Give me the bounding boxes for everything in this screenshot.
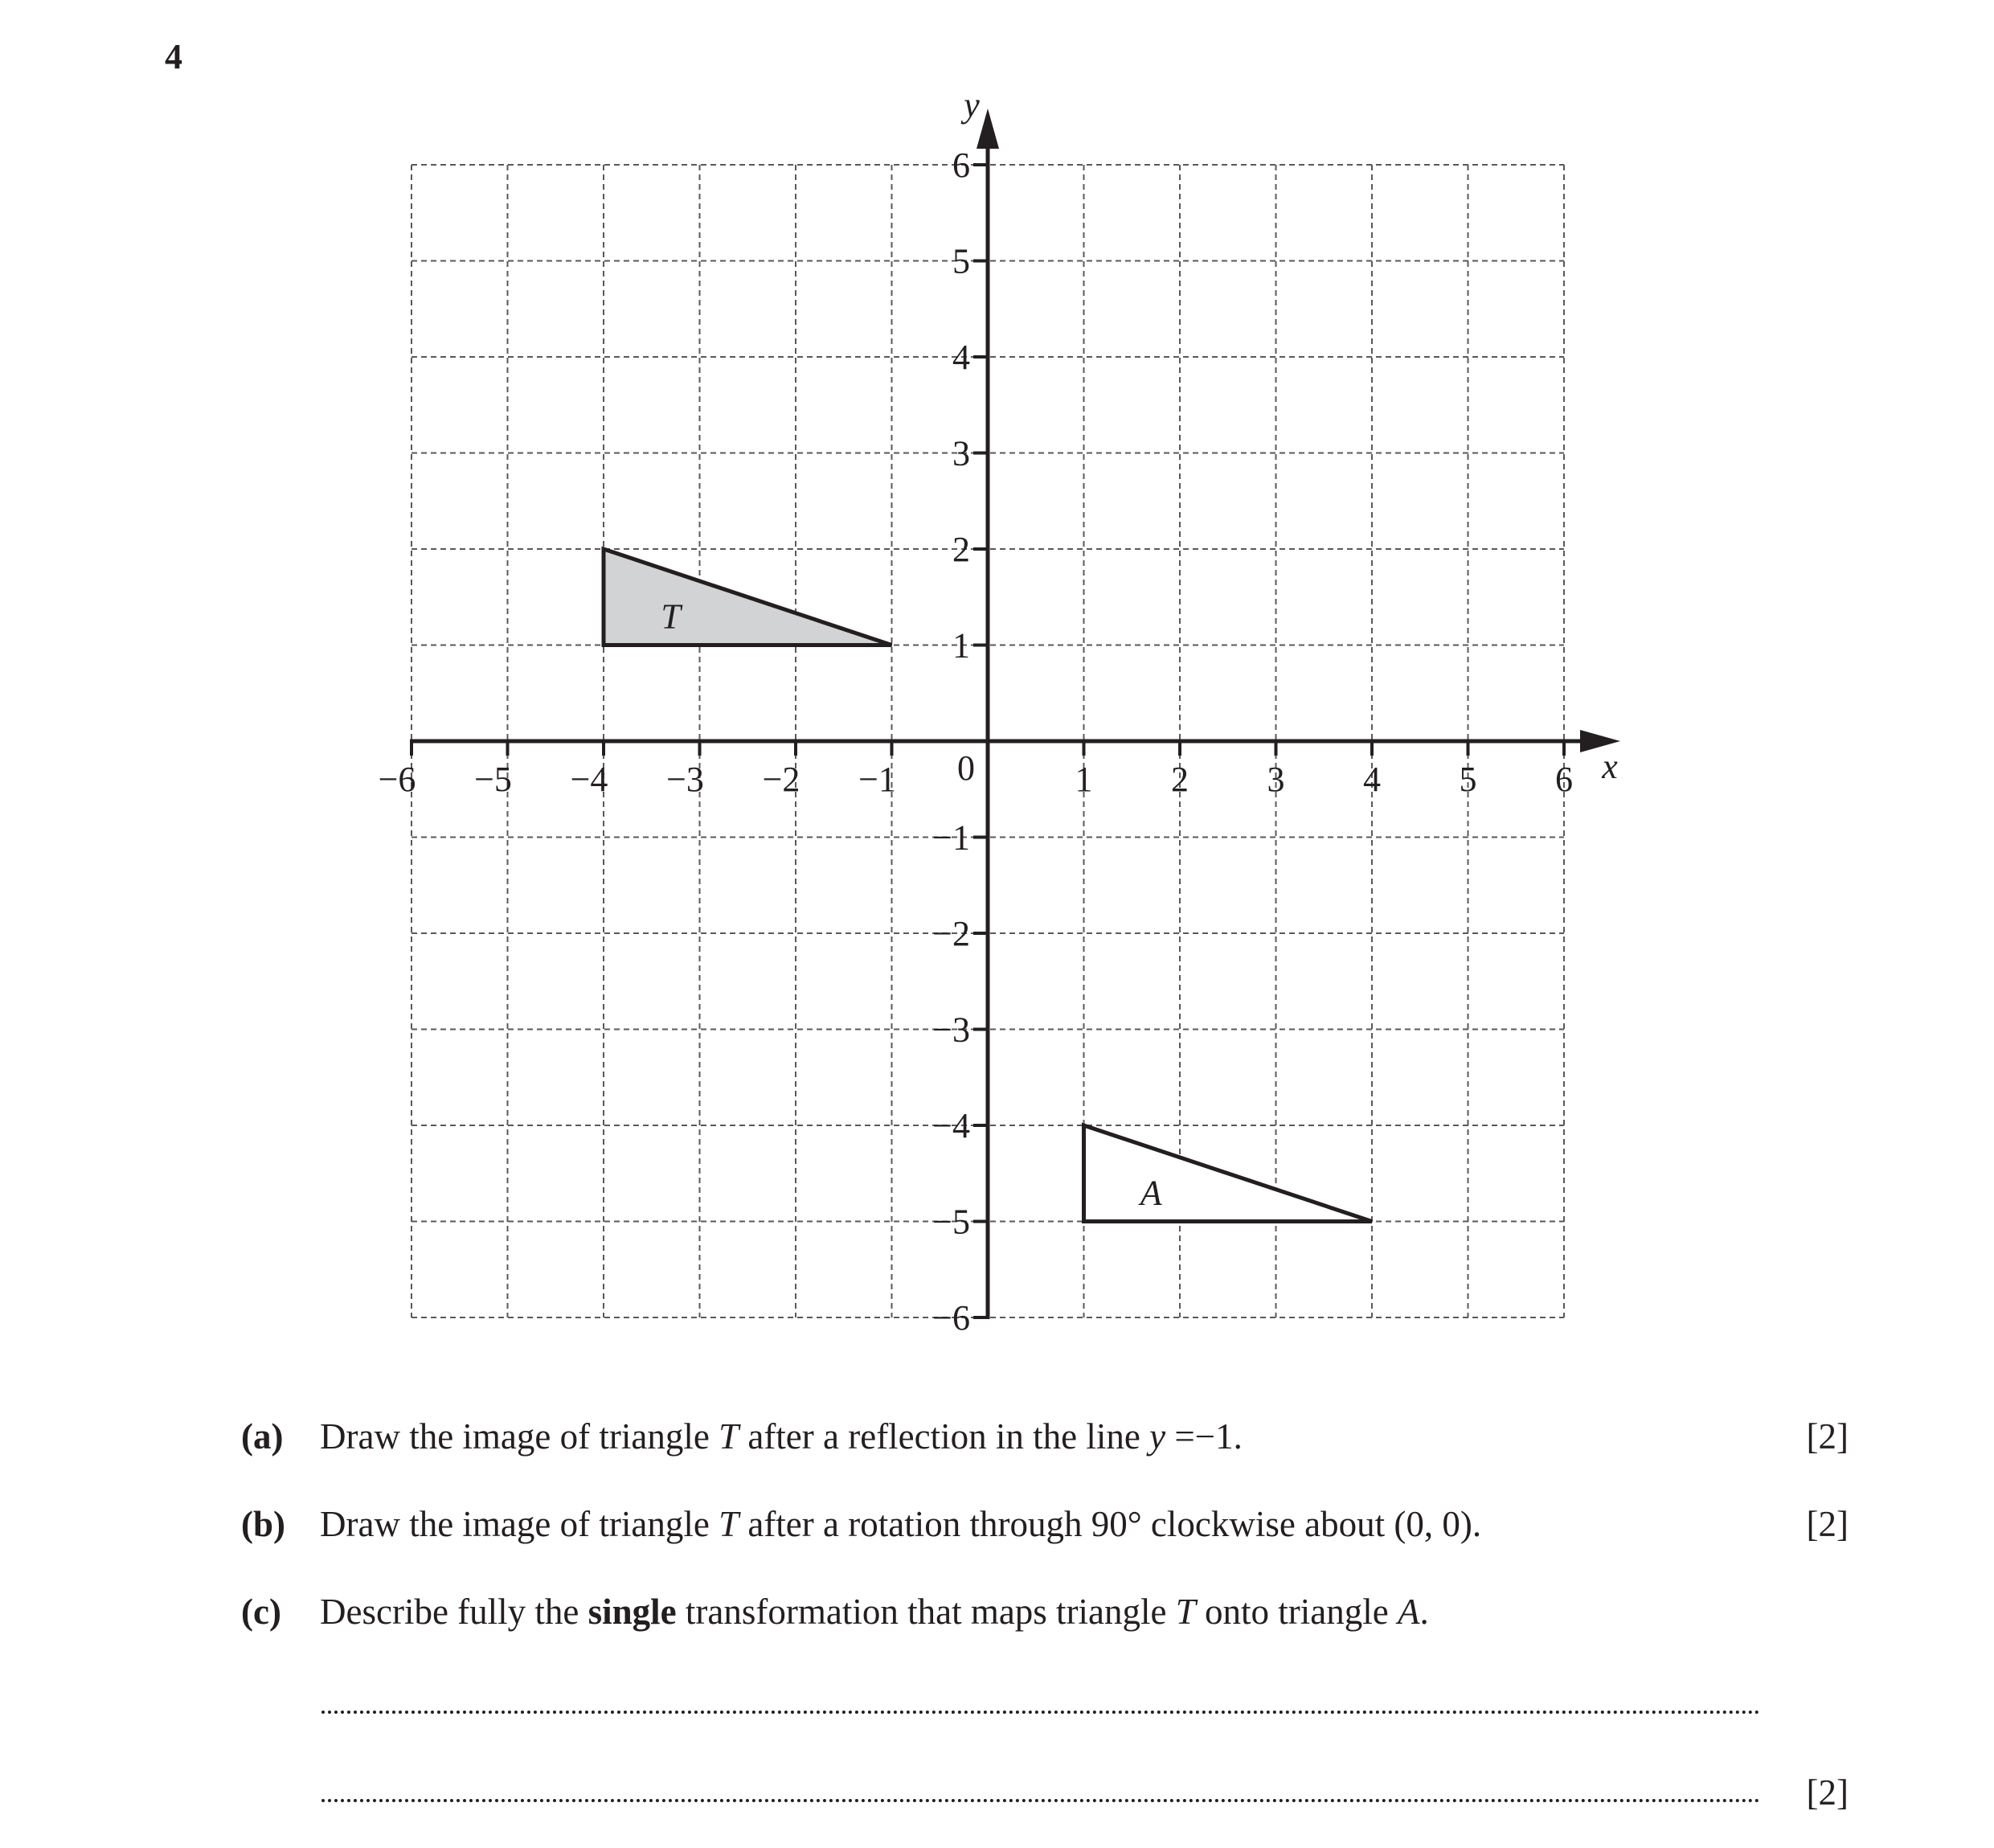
part-b-text bbox=[320, 1500, 1481, 1548]
y-tick-label: 5 bbox=[952, 241, 970, 281]
y-tick-label: −2 bbox=[932, 914, 970, 953]
part-c-marks: [2] bbox=[1806, 1772, 1849, 1813]
y-tick-label: 4 bbox=[952, 338, 970, 377]
y-tick-label: 1 bbox=[952, 625, 970, 666]
triangle-t bbox=[604, 549, 892, 645]
x-tick-label: −6 bbox=[378, 760, 416, 799]
y-tick-label: −1 bbox=[932, 817, 970, 858]
origin-label: 0 bbox=[957, 748, 975, 788]
part-a-text-3: =−1. bbox=[1165, 1416, 1243, 1457]
triangle-a bbox=[1084, 1125, 1373, 1222]
x-tick-label: 2 bbox=[1171, 760, 1189, 799]
x-tick-label: 3 bbox=[1267, 760, 1285, 799]
part-c-var-t: T bbox=[1175, 1592, 1196, 1632]
part-a-text-2: after a reflection in the line bbox=[739, 1416, 1150, 1457]
y-tick-label: −5 bbox=[932, 1202, 970, 1242]
x-tick-label: 5 bbox=[1459, 760, 1477, 799]
x-tick-label: −5 bbox=[474, 760, 512, 799]
y-axis-arrow bbox=[977, 109, 999, 149]
part-a-text-1: Draw the image of triangle bbox=[320, 1416, 719, 1457]
triangle-a-label: A bbox=[1140, 1173, 1162, 1213]
part-b-text-1: Draw the image of triangle bbox=[320, 1504, 719, 1544]
answer-line-1[interactable] bbox=[321, 1711, 1760, 1714]
part-a-var-t: T bbox=[719, 1416, 739, 1457]
y-tick-label: 6 bbox=[952, 145, 970, 185]
x-axis-label: x bbox=[1602, 747, 1618, 786]
part-a bbox=[241, 1412, 1849, 1461]
y-tick-label: 3 bbox=[952, 433, 970, 473]
y-tick-label: −4 bbox=[932, 1106, 970, 1145]
part-a-text bbox=[320, 1412, 1243, 1461]
part-b bbox=[241, 1500, 1849, 1548]
part-a-label: (a) bbox=[241, 1416, 284, 1457]
part-b-marks: [2] bbox=[1806, 1504, 1849, 1544]
part-c-var-a: A bbox=[1398, 1592, 1420, 1632]
axis-labels bbox=[379, 85, 1619, 1338]
part-a-var-y: y bbox=[1149, 1416, 1166, 1457]
part-c-bold-word: single bbox=[588, 1592, 677, 1632]
part-b-text-2: after a rotation through 90° clockwise about (0, 0). bbox=[739, 1504, 1482, 1544]
part-c-text-4: . bbox=[1419, 1592, 1429, 1632]
x-tick-label: 1 bbox=[1075, 760, 1093, 799]
part-c-label: (c) bbox=[241, 1592, 281, 1632]
part-a-marks: [2] bbox=[1806, 1416, 1849, 1457]
x-tick-label: −1 bbox=[858, 760, 896, 799]
x-tick-label: −3 bbox=[666, 760, 704, 799]
y-tick-label: −6 bbox=[932, 1298, 970, 1338]
part-c-text bbox=[320, 1588, 1429, 1636]
triangle-t-label: T bbox=[661, 596, 681, 637]
part-c-text-3: onto triangle bbox=[1195, 1592, 1398, 1632]
part-b-label: (b) bbox=[241, 1504, 285, 1544]
x-tick-label: 6 bbox=[1555, 760, 1573, 799]
part-c-text-1: Describe fully the bbox=[320, 1592, 588, 1632]
axes bbox=[410, 109, 1620, 1319]
x-tick-label: −4 bbox=[570, 760, 608, 799]
y-axis-label: y bbox=[964, 85, 980, 125]
x-tick-label: −2 bbox=[762, 760, 800, 799]
part-c-marks-row bbox=[241, 1768, 1849, 1817]
y-tick-label: −3 bbox=[932, 1010, 970, 1050]
question-number: 4 bbox=[165, 37, 182, 76]
x-tick-label: 4 bbox=[1363, 760, 1381, 799]
y-tick-label: 2 bbox=[952, 530, 970, 569]
part-b-var-t: T bbox=[719, 1504, 739, 1544]
part-c bbox=[241, 1588, 1849, 1636]
part-c-text-2: transformation that maps triangle bbox=[676, 1592, 1176, 1632]
